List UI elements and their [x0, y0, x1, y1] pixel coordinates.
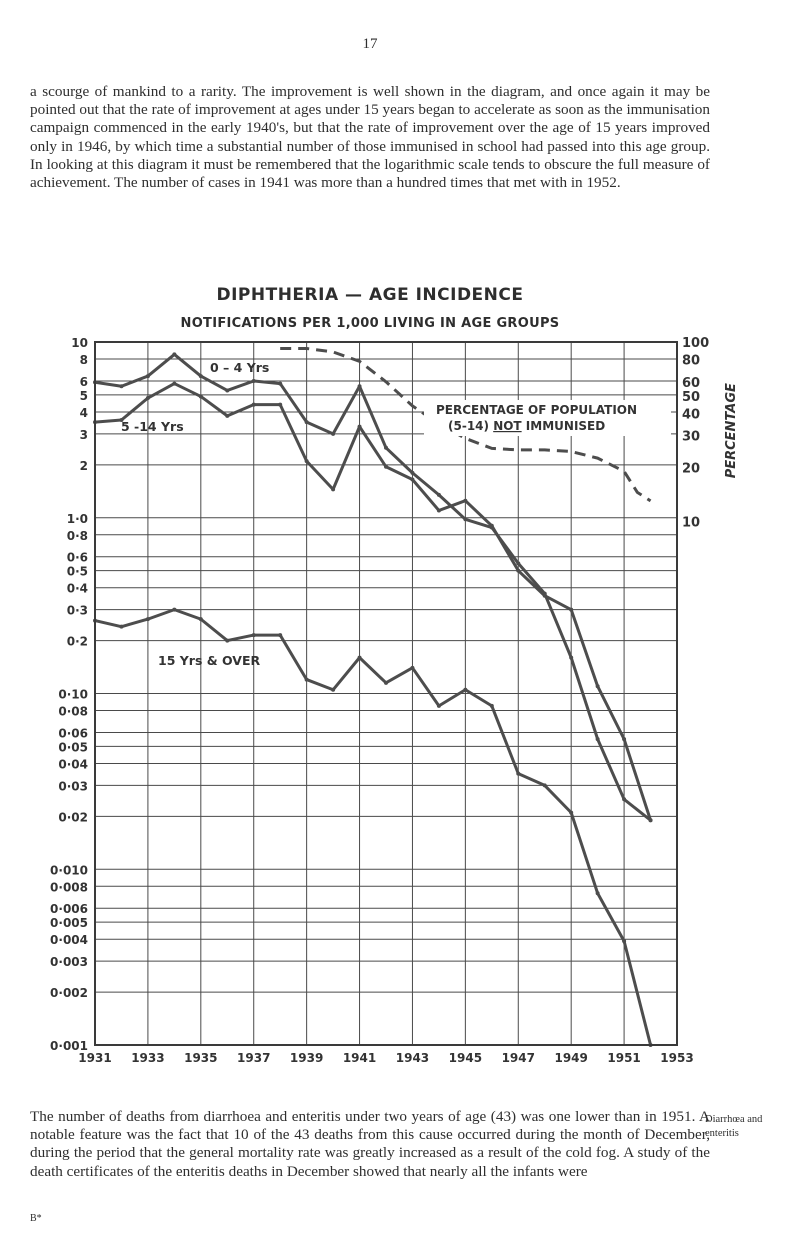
- percentage-axis-label: PERCENTAGE: [724, 383, 739, 479]
- data-point: [410, 478, 414, 482]
- closing-paragraph: The number of deaths from diarrhoea and enteritis under two years of age (43) was one lower than in 1951. A notable feature was the fact that 10 of the 43 deaths from this cause occurred during the month of December, during the period that the general mortality rate was greatly increased as a result of the cold fog. A study of the death certificates of the enteritis deaths in December showed that nearly all the infants were: [30, 1108, 710, 1180]
- y-tick-label: 0·08: [58, 704, 88, 719]
- data-point: [358, 425, 362, 429]
- data-point: [278, 633, 282, 637]
- y-tick-label: 4: [79, 405, 88, 420]
- data-point: [490, 524, 494, 528]
- data-point: [569, 656, 573, 660]
- data-point: [199, 617, 203, 621]
- y-tick-label: 0·006: [50, 902, 88, 917]
- x-tick-label: 1933: [131, 1051, 165, 1065]
- y-tick-label: 0·5: [66, 564, 88, 579]
- data-point: [119, 384, 123, 388]
- percentage-tick-label: 20: [682, 461, 701, 477]
- data-point: [596, 684, 600, 688]
- data-point: [278, 382, 282, 386]
- y-tick-label: 0·001: [50, 1039, 88, 1053]
- data-point: [437, 508, 441, 512]
- data-point: [569, 811, 573, 815]
- x-tick-label: 1941: [342, 1051, 377, 1065]
- x-tick-label: 1939: [289, 1051, 324, 1065]
- data-point: [225, 639, 229, 643]
- data-point: [199, 374, 203, 378]
- data-point: [305, 420, 309, 424]
- y-tick-label: 0·4: [66, 581, 88, 596]
- x-tick-label: 1945: [448, 1051, 483, 1065]
- data-point: [516, 561, 520, 565]
- data-point: [119, 625, 123, 629]
- percentage-tick-label: 40: [682, 407, 701, 423]
- data-point: [596, 891, 600, 895]
- percentage-label-immunised: IMMUNISED: [521, 419, 606, 433]
- percentage-tick-label: 10: [682, 515, 701, 531]
- intro-paragraph: a scourge of mankind to a rarity. The improvement is well shown in the diagram, and once again it may be pointed out that the rate of improvement at ages under 15 years began to accelerate as soon as the immunisation campaign commenced in the early 1940's, but that the rate of improvement over the age of 15 years improved only in 1946, by which time a substantial number of those immunised in school had passed into this age group. In looking at this diagram it must be remembered that the logarithmic scale tends to obscure the full measure of achievement. The number of cases in 1941 was more than a hundred times that met with in 1952.: [30, 83, 710, 192]
- data-point: [172, 608, 176, 612]
- series-lines: [93, 348, 653, 1047]
- percentage-label-not: NOT: [493, 419, 522, 433]
- data-point: [358, 656, 362, 660]
- chart-title: DIPHTHERIA — AGE INCIDENCE: [216, 285, 524, 305]
- y-axis-ticks: [50, 336, 88, 1053]
- x-tick-label: 1949: [554, 1051, 588, 1065]
- data-point: [410, 666, 414, 670]
- percentage-tick-label: 80: [682, 353, 701, 369]
- x-tick-label: 1947: [501, 1051, 535, 1065]
- percentage-axis-ticks: [682, 336, 739, 530]
- x-tick-label: 1951: [607, 1051, 641, 1065]
- y-tick-label: 0·008: [50, 880, 88, 895]
- data-point: [463, 499, 467, 503]
- page-number: 17: [362, 36, 378, 52]
- data-point: [199, 394, 203, 398]
- percentage-tick-label: 100: [682, 336, 710, 351]
- data-point: [516, 569, 520, 573]
- data-point: [410, 471, 414, 475]
- data-point: [437, 493, 441, 497]
- x-axis-ticks: [78, 1051, 693, 1065]
- y-tick-label: 0·02: [58, 810, 88, 825]
- x-tick-label: 1943: [395, 1051, 430, 1065]
- data-point: [278, 403, 282, 407]
- percentage-tick-label: 60: [682, 375, 701, 391]
- data-point: [384, 446, 388, 450]
- data-point: [331, 432, 335, 436]
- data-point: [463, 688, 467, 692]
- data-point: [358, 384, 362, 388]
- percentage-label-line1: PERCENTAGE OF POPULATION: [436, 403, 638, 417]
- data-point: [252, 379, 256, 383]
- series-label-15-over: 15 Yrs & OVER: [158, 653, 261, 668]
- y-tick-label: 0·8: [66, 528, 88, 543]
- data-point: [596, 737, 600, 741]
- y-tick-label: 0·003: [50, 955, 88, 970]
- data-point: [225, 414, 229, 418]
- data-point: [305, 459, 309, 463]
- data-point: [649, 818, 653, 822]
- x-tick-label: 1953: [660, 1051, 694, 1065]
- percentage-label-age: (5-14): [448, 419, 494, 433]
- x-tick-label: 1935: [184, 1051, 218, 1065]
- percentage-label-line2: [448, 419, 605, 433]
- y-tick-label: 10: [71, 336, 88, 350]
- data-point: [252, 633, 256, 637]
- y-tick-label: 0·03: [58, 779, 88, 794]
- data-point: [252, 403, 256, 407]
- data-point: [516, 772, 520, 776]
- data-point: [622, 737, 626, 741]
- footer-mark: B*: [30, 1213, 42, 1224]
- series-label-5-14: 5 -14 Yrs: [121, 419, 184, 434]
- percentage-tick-label: 50: [682, 389, 701, 405]
- data-point: [384, 681, 388, 685]
- data-point: [172, 382, 176, 386]
- series-line-15 Yrs & OVER: [95, 610, 651, 1045]
- data-point: [569, 608, 573, 612]
- y-tick-label: 0·3: [66, 603, 88, 618]
- y-tick-label: 1·0: [66, 511, 88, 526]
- data-point: [146, 374, 150, 378]
- data-point: [172, 352, 176, 356]
- data-point: [331, 688, 335, 692]
- y-tick-label: 0·005: [50, 916, 88, 931]
- chart-subtitle: NOTIFICATIONS PER 1,000 LIVING IN AGE GROUPS: [180, 316, 560, 331]
- y-tick-label: 0·004: [50, 933, 88, 948]
- y-tick-label: 0·04: [58, 757, 88, 772]
- x-tick-label: 1937: [237, 1051, 271, 1065]
- data-point: [384, 465, 388, 469]
- series-line-5-14 Yrs: [95, 384, 651, 821]
- y-tick-label: 5: [79, 388, 88, 403]
- y-tick-label: 2: [79, 458, 88, 473]
- series-label-0-4: 0 – 4 Yrs: [210, 360, 270, 375]
- x-tick-label: 1931: [78, 1051, 112, 1065]
- percentage-tick-label: 30: [682, 429, 701, 445]
- data-point: [543, 594, 547, 598]
- y-tick-label: 0·002: [50, 986, 88, 1001]
- y-tick-label: 3: [79, 427, 88, 442]
- y-tick-label: 6: [79, 374, 88, 389]
- data-point: [146, 617, 150, 621]
- y-tick-label: 0·010: [50, 863, 88, 878]
- data-point: [437, 704, 441, 708]
- data-point: [622, 797, 626, 801]
- data-point: [543, 783, 547, 787]
- data-point: [146, 396, 150, 400]
- y-tick-label: 0·10: [58, 687, 88, 702]
- data-point: [622, 939, 626, 943]
- y-tick-label: 0·05: [58, 740, 88, 755]
- data-point: [463, 517, 467, 521]
- data-point: [305, 678, 309, 682]
- margin-note: Diarrhœa and enteritis: [705, 1114, 763, 1139]
- y-tick-label: 0·2: [66, 634, 88, 649]
- y-tick-label: 0·06: [58, 726, 88, 741]
- data-point: [490, 704, 494, 708]
- y-tick-label: 8: [79, 353, 88, 368]
- data-point: [331, 487, 335, 491]
- data-point: [225, 388, 229, 392]
- y-tick-label: 0·6: [66, 550, 88, 565]
